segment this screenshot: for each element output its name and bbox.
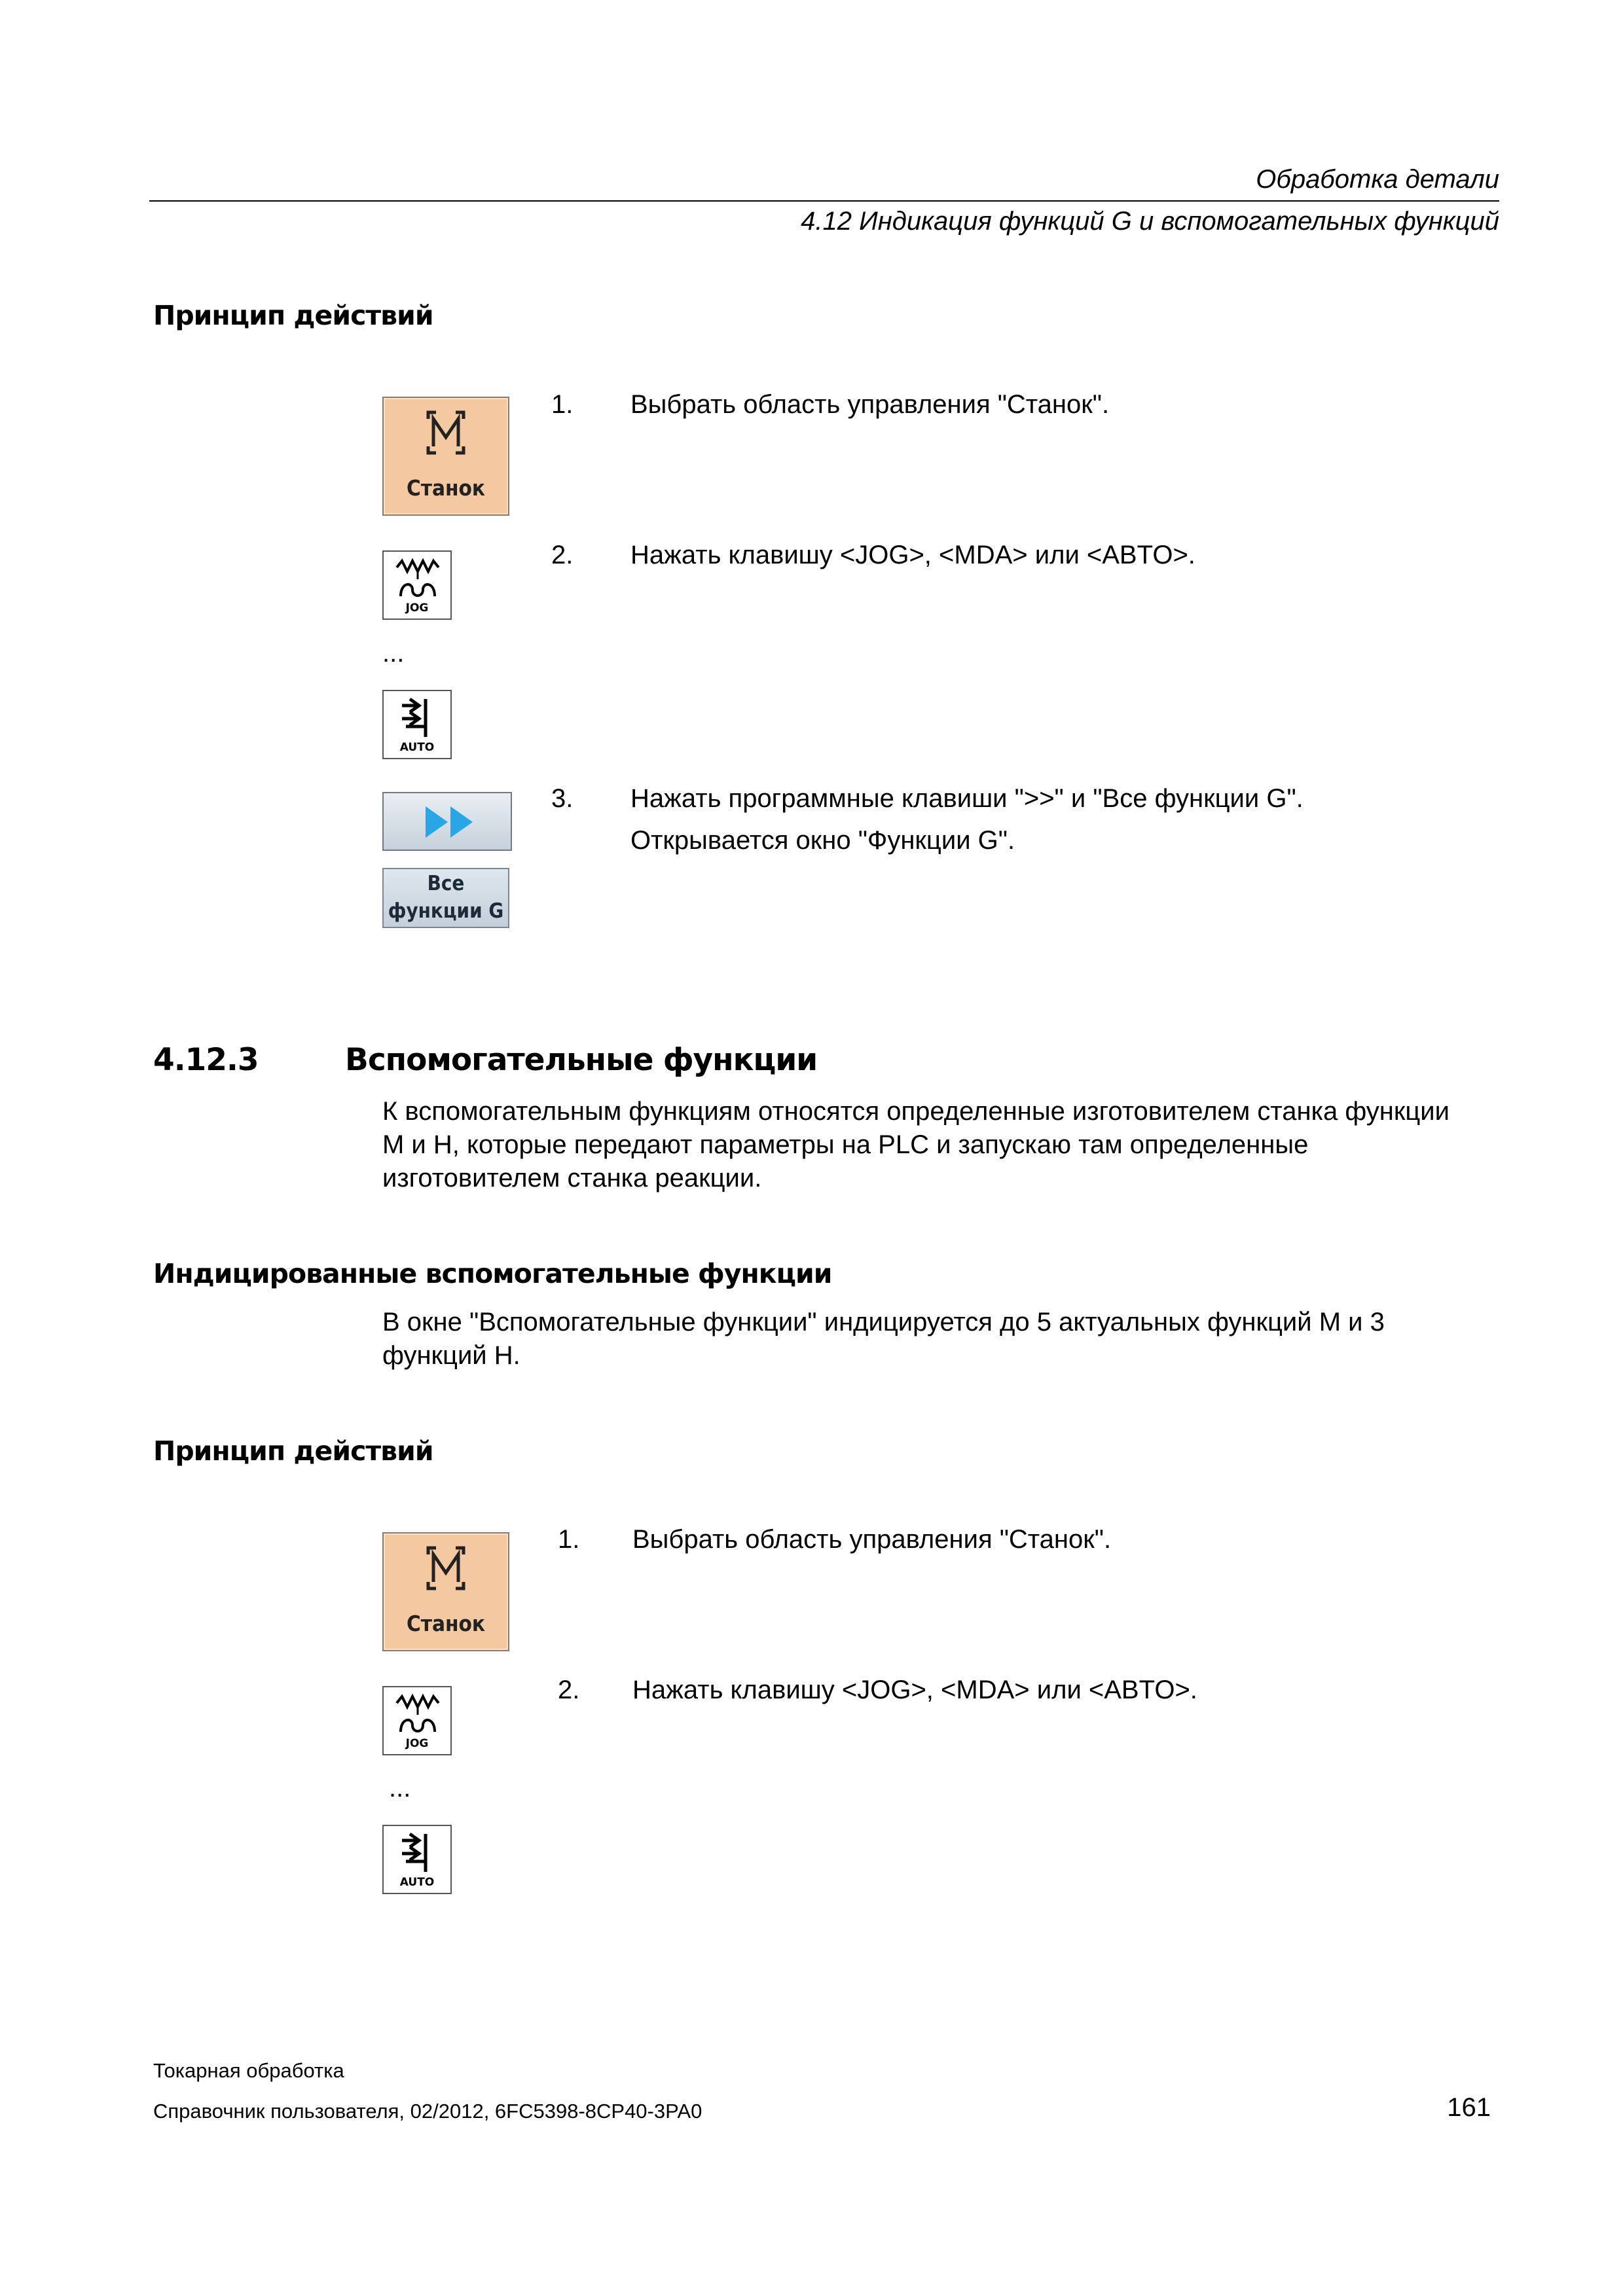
more-softkey[interactable]	[382, 792, 512, 851]
auto-key[interactable]	[382, 690, 452, 759]
step-text-result: Открывается окно "Функции G".	[630, 826, 1015, 855]
auto-arrow-icon	[393, 696, 443, 741]
section-number: 4.12.3	[153, 1042, 259, 1078]
header-section: 4.12 Индикация функций G и вспомогательных функций	[801, 207, 1499, 236]
step-text: Выбрать область управления "Станок".	[630, 390, 1110, 419]
softkey-label-line1: Все	[427, 872, 465, 895]
machine-key-label: Станок	[406, 475, 486, 501]
machine-m-icon	[424, 1545, 467, 1591]
header-chapter: Обработка детали	[1256, 165, 1499, 194]
step-number: 1.	[558, 1525, 580, 1554]
step-number: 1.	[551, 390, 574, 419]
paragraph-line: К вспомогательным функциям относятся определенные изготовителем станка функции	[382, 1097, 1450, 1126]
jog-wave-icon	[393, 1693, 443, 1737]
auto-arrow-icon	[393, 1831, 443, 1876]
footer-title: Токарная обработка	[153, 2059, 344, 2082]
machine-m-icon	[424, 410, 467, 456]
section-paragraph	[382, 1095, 1508, 1195]
step-text: Нажать клавишу <JOG>, <MDA> или <ABTO>.	[630, 541, 1195, 569]
paragraph-line: В окне "Вспомогательные функции" индицируется до 5 актуальных функций M и 3	[382, 1308, 1385, 1336]
double-arrow-icon	[424, 805, 475, 839]
softkey-label-line2: функции G	[388, 899, 504, 923]
jog-key-label: JOG	[405, 1737, 429, 1750]
step-number: 2.	[551, 541, 574, 569]
auto-key-label: AUTO	[399, 741, 435, 754]
jog-key-label: JOG	[405, 601, 429, 615]
page-number: 161	[1447, 2093, 1491, 2122]
step-text: Выбрать область управления "Станок".	[632, 1525, 1112, 1554]
step-text: Нажать программные клавиши ">>" и "Все функции G".	[630, 784, 1304, 813]
machine-area-key[interactable]	[382, 397, 509, 516]
auto-key[interactable]	[382, 1825, 452, 1894]
heading-principle-1: Принцип действий	[153, 300, 433, 331]
paragraph-line: функций H.	[382, 1341, 520, 1370]
jog-wave-icon	[393, 557, 443, 601]
ellipsis: ...	[382, 639, 405, 668]
machine-area-key[interactable]	[382, 1532, 509, 1651]
header-rule	[149, 200, 1499, 202]
paragraph-line: изготовителем станка реакции.	[382, 1164, 762, 1193]
machine-key-label: Станок	[406, 1611, 486, 1636]
jog-key[interactable]	[382, 1686, 452, 1755]
heading-indicated-functions: Индицированные вспомогательные функции	[153, 1258, 832, 1289]
step-number: 2.	[558, 1676, 580, 1704]
heading-principle-2: Принцип действий	[153, 1435, 433, 1467]
step-text: Нажать клавишу <JOG>, <MDA> или <ABTO>.	[632, 1676, 1197, 1704]
indicated-paragraph	[382, 1306, 1508, 1372]
step-number: 3.	[551, 784, 574, 813]
section-title: Вспомогательные функции	[345, 1042, 818, 1078]
jog-key[interactable]	[382, 550, 452, 620]
paragraph-line: M и H, которые передают параметры на PLC и запускаю там определенные	[382, 1130, 1309, 1159]
footer-reference: Справочник пользователя, 02/2012, 6FC5398-8CP40-3PA0	[153, 2100, 702, 2123]
auto-key-label: AUTO	[399, 1876, 435, 1889]
ellipsis: ...	[389, 1774, 411, 1803]
all-g-functions-softkey[interactable]	[382, 868, 509, 928]
